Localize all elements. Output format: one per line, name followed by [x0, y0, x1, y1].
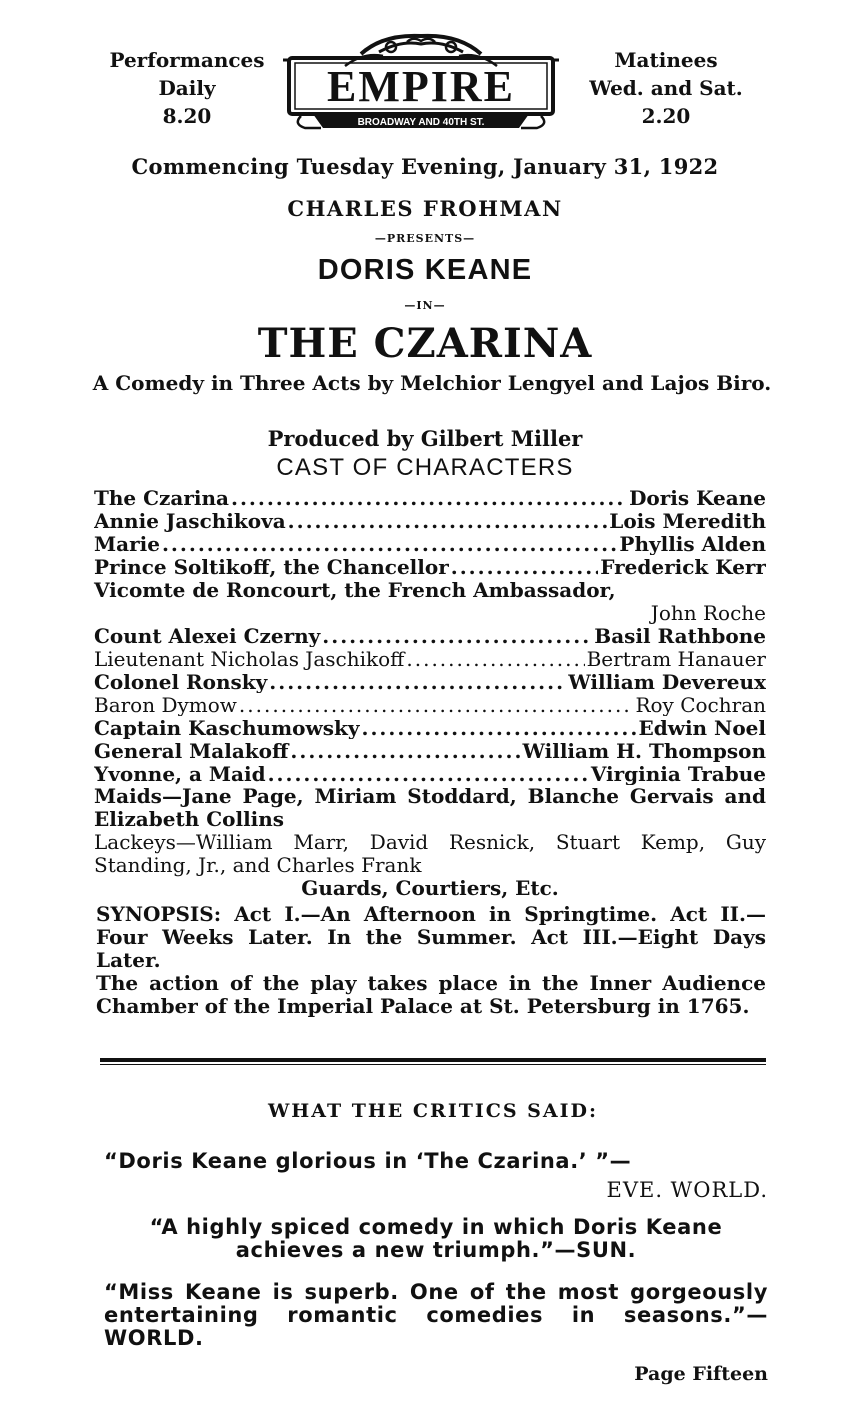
- cast-row: [94, 647, 766, 670]
- cast-role: Colonel Ronsky: [94, 670, 268, 693]
- cast-row: [94, 509, 766, 532]
- cast-actor: Roy Cochran: [635, 693, 766, 716]
- cast-row: [94, 762, 766, 785]
- produced-by: Produced by Gilbert Miller: [267, 426, 583, 451]
- cast-row: [94, 532, 766, 555]
- presents-label: —PRESENTS—: [374, 232, 476, 245]
- performances-time: 8.20: [162, 104, 212, 128]
- commencing-date: Commencing Tuesday Evening, January 31, 1922: [131, 154, 719, 179]
- cast-row: [94, 716, 766, 739]
- cast-role: Baron Dymow: [94, 693, 237, 716]
- maids-list: Maids—Jane Page, Miriam Stoddard, Blanche Gervais and Elizabeth Collins: [94, 784, 766, 831]
- cast-role: Vicomte de Roncourt, the French Ambassador,: [94, 578, 616, 602]
- play-title: THE CZARINA: [257, 320, 593, 367]
- cast-actor: Frederick Kerr: [600, 555, 766, 578]
- cast-actor: Doris Keane: [629, 486, 766, 509]
- synopsis-acts: SYNOPSIS: Act I.—An Afternoon in Springtime. Act II.—Four Weeks Later. In the Summer. Act III.—Eight Days Later.: [96, 902, 766, 972]
- cast-role: Captain Kaschumowsky: [94, 716, 360, 739]
- play-subtitle: A Comedy in Three Acts by Melchior Lengyel and Lajos Biro.: [92, 371, 772, 395]
- cast-actor: William Devereux: [568, 670, 766, 693]
- cast-row: [94, 693, 766, 716]
- cast-role: Yvonne, a Maid: [94, 762, 266, 785]
- in-label: —IN—: [404, 299, 446, 312]
- cast-actor: Basil Rathbone: [594, 624, 766, 647]
- cast-actor: Virginia Trabue: [590, 762, 766, 785]
- matinees-time: 2.20: [641, 104, 691, 128]
- performances-label: Performances: [109, 48, 265, 72]
- matinees-days: Wed. and Sat.: [589, 76, 743, 100]
- cast-row: [94, 670, 766, 693]
- performances-frequency: Daily: [158, 76, 216, 100]
- cast-role: Marie: [94, 532, 160, 555]
- cast-actor: Lois Meredith: [609, 509, 766, 532]
- producer-name: CHARLES FROHMAN: [287, 196, 563, 221]
- matinees-info: [566, 46, 766, 130]
- critic-source: EVE. WORLD.: [606, 1178, 768, 1202]
- cast-actor: Phyllis Alden: [619, 532, 766, 555]
- cast-actor: William H. Thompson: [522, 739, 766, 762]
- synopsis: [96, 903, 766, 1018]
- empire-logo-graphic: [283, 32, 559, 130]
- cast-row: [94, 486, 766, 509]
- critic-quote: “A highly spiced comedy in which Doris Keane achieves a new triumph.”—SUN.: [149, 1215, 723, 1262]
- logo-address: BROADWAY AND 40TH ST.: [357, 117, 485, 128]
- page-number: Page Fifteen: [634, 1363, 768, 1385]
- logo-name: EMPIRE: [327, 62, 515, 111]
- matinees-label: Matinees: [614, 48, 718, 72]
- cast-role: Prince Soltikoff, the Chancellor: [94, 555, 449, 578]
- divider-thin: [100, 1064, 766, 1065]
- cast-row: [94, 555, 766, 578]
- synopsis-setting: The action of the play takes place in the Inner Audience Chamber of the Imperial Palace at St. Petersburg in 1765.: [96, 971, 766, 1018]
- cast-role: General Malakoff: [94, 739, 289, 762]
- cast-actor: Bertram Hanauer: [586, 647, 766, 670]
- cast-actor: John Roche: [650, 601, 766, 625]
- performances-info: [92, 46, 282, 130]
- cast-actor: Edwin Noel: [638, 716, 766, 739]
- critic-quote: “Doris Keane glorious in ‘The Czarina.’ ”—: [104, 1149, 632, 1173]
- divider-thick: [100, 1058, 766, 1062]
- extras-list: Guards, Courtiers, Etc.: [301, 876, 559, 900]
- cast-role: Lieutenant Nicholas Jaschikoff: [94, 647, 405, 670]
- lackeys-list: Lackeys—William Marr, David Resnick, Stuart Kemp, Guy Standing, Jr., and Charles Frank: [94, 830, 766, 877]
- cast-row: [94, 624, 766, 647]
- cast-heading: CAST OF CHARACTERS: [276, 454, 574, 481]
- cast-list: [94, 486, 766, 900]
- star-name: DORIS KEANE: [317, 254, 533, 286]
- cast-row: [94, 739, 766, 762]
- empire-logo: [283, 32, 559, 130]
- cast-role: Count Alexei Czerny: [94, 624, 321, 647]
- critics-heading: WHAT THE CRITICS SAID:: [267, 1100, 599, 1122]
- critic-quote: “Miss Keane is superb. One of the most gorgeously entertaining romantic comedies in seasons.”—WORLD.: [104, 1280, 768, 1350]
- cast-role: The Czarina: [94, 486, 229, 509]
- cast-role: Annie Jaschikova: [94, 509, 286, 532]
